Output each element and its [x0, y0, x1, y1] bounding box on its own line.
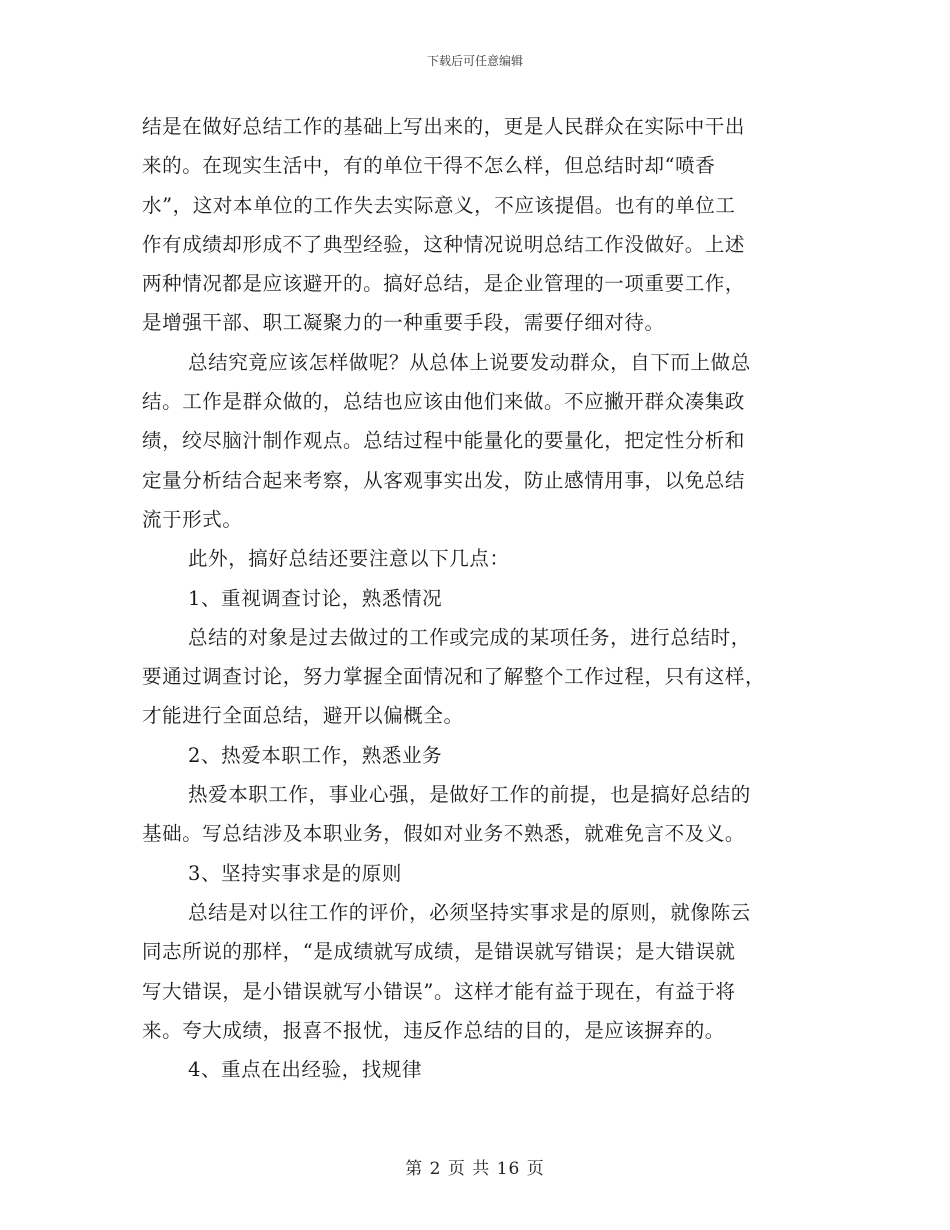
text-line: 4、重点在出经验，找规律 — [188, 1058, 423, 1082]
text-line: 要通过调查讨论，努力掌握全面情况和了解整个工作过程，只有这样， — [142, 665, 766, 689]
page-footer: 第 2 页 共 16 页 — [405, 1159, 545, 1179]
text-line: 结是在做好总结工作的基础上写出来的，更是人民群众在实际中干出 — [142, 115, 746, 138]
text-line: 总结是对以往工作的评价，必须坚持实事求是的原则，就像陈云 — [188, 900, 751, 924]
body-text — [142, 107, 812, 1089]
text-line: 来的。在现实生活中，有的单位干得不怎么样，但总结时却“喷香 — [142, 154, 716, 178]
text-line: 总结究竟应该怎样做呢？从总体上说要发动群众，自下而上做总 — [188, 350, 751, 374]
text-line: 基础。写总结涉及本职业务，假如对业务不熟悉，就难免言不及义。 — [142, 822, 746, 846]
text-line: 同志所说的那样，“是成绩就写成绩，是错误就写错误；是大错误就 — [142, 940, 736, 964]
text-line: 来。夸大成绩，报喜不报忧，违反作总结的目的，是应该摒弃的。 — [142, 1018, 725, 1042]
text-line: 两种情况都是应该避开的。搞好总结，是企业管理的一项重要工作， — [142, 272, 746, 296]
text-line: 此外，搞好总结还要注意以下几点： — [188, 547, 510, 571]
text-line: 定量分析结合起来考察，从客观事实出发，防止感情用事，以免总结 — [142, 468, 746, 492]
text-line: 写大错误，是小错误就写小错误”。这样才能有益于现在，有益于将 — [142, 979, 736, 1003]
text-line: 1、重视调查讨论，熟悉情况 — [188, 586, 443, 610]
text-line: 水”，这对本单位的工作失去实际意义，不应该提倡。也有的单位工 — [142, 193, 736, 217]
text-line: 结。工作是群众做的，总结也应该由他们来做。不应撇开群众凑集政 — [142, 390, 746, 414]
text-line: 是增强干部、职工凝聚力的一种重要手段，需要仔细对待。 — [142, 311, 665, 335]
text-line: 才能进行全面总结，避开以偏概全。 — [142, 704, 464, 728]
text-line: 2、热爱本职工作，熟悉业务 — [188, 743, 443, 767]
text-line: 绩，绞尽脑汁制作观点。总结过程中能量化的要量化，把定性分析和 — [142, 429, 746, 453]
text-line: 总结的对象是过去做过的工作或完成的某项任务，进行总结时， — [188, 625, 751, 649]
text-line: 流于形式。 — [142, 507, 243, 531]
page-header: 下载后可任意编辑 — [426, 54, 523, 68]
text-line: 3、坚持实事求是的原则 — [188, 861, 403, 885]
text-line: 热爱本职工作，事业心强，是做好工作的前提，也是搞好总结的 — [188, 783, 751, 807]
text-line: 作有成绩却形成不了典型经验，这种情况说明总结工作没做好。上述 — [142, 232, 746, 256]
